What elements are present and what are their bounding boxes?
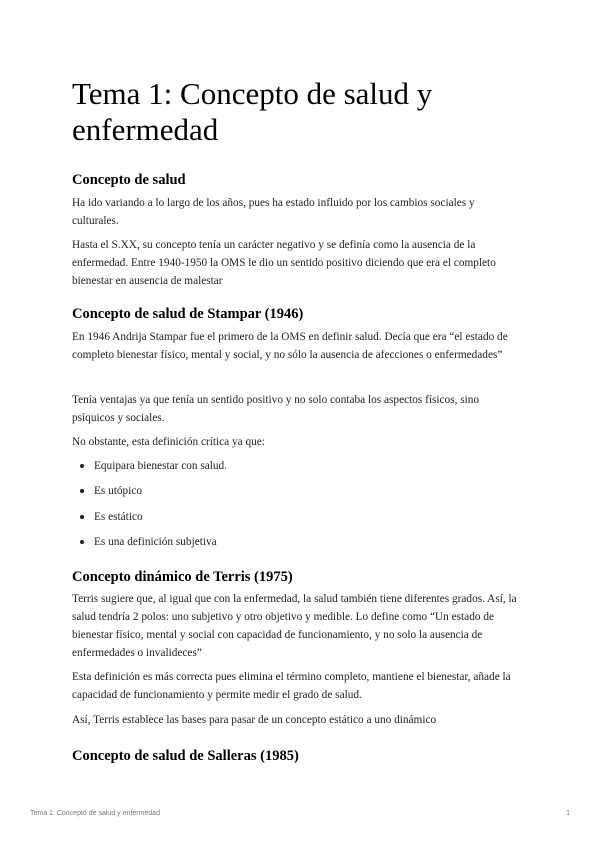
bullet-icon <box>80 489 84 493</box>
paragraph: No obstante, esta definición crítica ya que: <box>72 436 265 448</box>
list-item: Es una definición subjetiva <box>72 533 524 558</box>
paragraph: Ha ido variando a lo largo de los años, pues ha estado influido por los cambios sociales y culturales. <box>72 197 475 227</box>
paragraph: Esta definición es más correcta pues elimina el término completo, mantiene el bienestar, añade la capacidad de funcionamiento y permite medir el grado de salud. <box>72 671 511 701</box>
paragraph: Tenía ventajas ya que tenía un sentido positivo y no solo contaba los aspectos físicos, sino psíquicos y sociales. <box>72 394 480 424</box>
page-title: Tema 1: Concepto de salud y enfermedad <box>72 76 433 147</box>
section-heading-terris: Concepto dinámico de Terris (1975) <box>72 569 293 585</box>
footer-title: Tema 1: Concepto de salud y enfermedad <box>30 810 160 817</box>
paragraph: En 1946 Andrija Stampar fue el primero de la OMS en definir salud. Decía que era “el estado de completo bienestar físico, mental y social, y no sólo la ausencia de afecciones o enfermedades” <box>72 331 508 361</box>
paragraph: Así, Terris establece las bases para pasar de un concepto estático a uno dinámico <box>72 714 437 726</box>
paragraph: Hasta el S.XX, su concepto tenía un carácter negativo y se definía como la ausencia de la enfermedad. Entre 1940-1950 la OMS le dio un sentido positivo diciendo que era el completo bienestar en ausencia de malestar <box>72 239 496 287</box>
list-item: Es utópico <box>72 482 524 507</box>
list-item: Equipara bienestar con salud. <box>72 457 524 482</box>
bullet-icon <box>80 464 84 468</box>
paragraph: Terris sugiere que, al igual que con la enfermedad, la salud también tiene diferentes grados. Así, la salud tendría 2 polos: uno subjetivo y otro objetivo y medible. Lo define como “Un estado de bienestar físico, mental y social con capacidad de funcionamiento, y no solo la ausencia de enfermedades o invalideces” <box>72 593 517 659</box>
page-number: 1 <box>566 810 570 817</box>
list-item: Es estático <box>72 508 524 533</box>
bullet-icon <box>80 515 84 519</box>
bullet-icon <box>80 540 84 544</box>
criticism-list <box>72 457 524 558</box>
section-heading-salleras: Concepto de salud de Salleras (1985) <box>72 748 299 764</box>
section-heading-stampar: Concepto de salud de Stampar (1946) <box>72 306 304 322</box>
section-heading-concepto-salud: Concepto de salud <box>72 172 186 188</box>
page-footer <box>30 810 570 817</box>
